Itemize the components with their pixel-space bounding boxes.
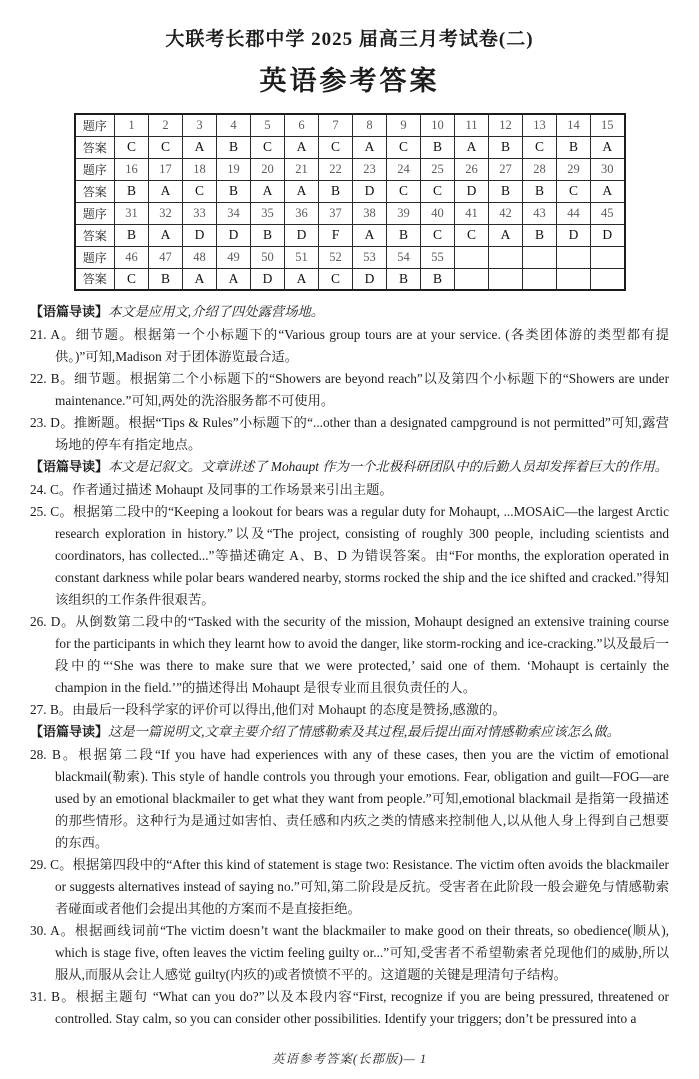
item-text: C。作者通过描述 Mohaupt 及同事的工作场景来引出主题。 [46,482,393,497]
question-number-cell: 44 [557,202,591,224]
answer-cell: A [285,180,319,202]
passage-guide [30,456,669,479]
question-number-cell: 5 [251,114,285,136]
answer-table-row [75,246,625,268]
item-number: 21. [30,327,47,342]
question-number-cell: 29 [557,158,591,180]
answer-cell: F [319,224,353,246]
content [30,301,669,1030]
answer-cell: D [353,180,387,202]
item-number: 31. [30,989,47,1004]
question-number-cell: 4 [217,114,251,136]
question-number-cell: 40 [421,202,455,224]
guide-text: 本文是记叙文。文章讲述了 Mohaupt 作为一个北极科研团队中的后勤人员却发挥着巨大的作用。 [108,459,668,474]
answer-table-row [75,180,625,202]
question-number-cell: 22 [319,158,353,180]
answer-cell: A [285,268,319,290]
item-number: 27. [30,702,47,717]
answer-cell [557,268,591,290]
item-text: B。根据主题句 “What can you do?”以及本段内容“First, recognize if you are being pressured, threatened or controlled. Stay calm, so you can consider other possibilities. Identify your triggers; don’t be pressured into a [46,989,669,1026]
guide-text: 本文是应用文,介绍了四处露营场地。 [108,304,325,319]
question-number-cell: 10 [421,114,455,136]
answer-cell: A [455,136,489,158]
question-number-cell: 53 [353,246,387,268]
item-text: B。根据第二段“If you have had experiences with any of these cases, then you are the victim of emotional blackmail(勒索). This style of handle controls you through your emotions. Fear, obligation and guilt—FOG—are used by an emotional blackmailer to get what they want from people.”可知,emotional blackmail 是指第一段描述的那些情形。这种行为是通过如害怕、责任感和内疚之类的情感来控制他人,以从他人身上得到自己想要的东西。 [46,747,669,850]
question-number-cell: 7 [319,114,353,136]
item-text: D。推断题。根据“Tips & Rules”小标题下的“...other than a designated campground is not permitted”可知,露营场地的停车有指定地点。 [46,415,669,452]
answer-cell: A [353,136,387,158]
question-number-cell: 18 [183,158,217,180]
question-number-cell: 49 [217,246,251,268]
question-number-cell: 35 [251,202,285,224]
question-number-cell: 36 [285,202,319,224]
answer-explanation-item [30,744,669,854]
answer-cell: C [319,136,353,158]
question-number-cell: 34 [217,202,251,224]
answer-cell: C [115,268,149,290]
question-number-cell: 3 [183,114,217,136]
answer-explanation-item [30,986,669,1030]
answer-cell [489,268,523,290]
question-number-cell: 31 [115,202,149,224]
question-number-cell [489,246,523,268]
question-number-cell: 26 [455,158,489,180]
item-number: 26. [30,614,47,629]
answer-cell: B [217,180,251,202]
answer-cell: B [557,136,591,158]
passage-guide [30,721,669,744]
answer-explanation-item [30,699,669,721]
answer-cell: A [149,224,183,246]
question-number-cell: 17 [149,158,183,180]
answer-explanation-item [30,611,669,699]
answer-cell: B [489,180,523,202]
guide-label: 【语篇导读】 [30,460,109,475]
answer-table-row [75,224,625,246]
question-number-cell: 21 [285,158,319,180]
item-text: C。根据第四段中的“After this kind of statement is stage two: Resistance. The victim often avoids the blackmailer or suggests alternatives instead of saying no.”可知,第二阶段是反抗。受害者在此阶段一般会避免与情感勒索者碰面或者他们会提出其他的方案而不是直接拒绝。 [46,857,669,916]
answer-cell [455,268,489,290]
answer-explanation-item [30,324,669,368]
item-number: 23. [30,415,47,430]
answer-cell: D [591,224,625,246]
answer-cell: A [183,136,217,158]
answer-cell: C [387,180,421,202]
guide-label: 【语篇导读】 [30,725,109,740]
question-number-cell: 54 [387,246,421,268]
answer-explanation-item [30,501,669,611]
answer-cell: B [523,224,557,246]
answer-cell: C [557,180,591,202]
answer-cell: B [387,224,421,246]
row-label: 答案 [75,180,115,202]
answer-explanation-item [30,854,669,920]
answer-cell: A [591,180,625,202]
item-number: 29. [30,857,47,872]
question-number-cell [557,246,591,268]
item-number: 25. [30,504,47,519]
question-number-cell: 23 [353,158,387,180]
item-text: C。根据第二段中的“Keeping a lookout for bears was a regular duty for Mohaupt, ...MOSAiC—the largest Arctic research exploration in history.”以及“The project, consisting of roughly 300 people, including scientists and coordinators, has collected...”等描述确定 A、B、D 为错误答案。由“For months, the exploration operated in constant darkness while polar bears wandered nearby, storms rocked the ship and the ice shifted and cracked.”得知该组织的工作条件很艰苦。 [46,504,669,607]
question-number-cell: 39 [387,202,421,224]
answer-cell: B [523,180,557,202]
question-number-cell: 43 [523,202,557,224]
answer-cell: D [251,268,285,290]
question-number-cell: 6 [285,114,319,136]
question-number-cell: 20 [251,158,285,180]
question-number-cell: 32 [149,202,183,224]
question-number-cell: 11 [455,114,489,136]
answer-cell: B [149,268,183,290]
passage-guide [30,301,669,324]
answer-cell: A [183,268,217,290]
question-number-cell: 28 [523,158,557,180]
question-number-cell: 19 [217,158,251,180]
answer-key-page [0,24,699,1079]
question-number-cell: 13 [523,114,557,136]
row-label: 题序 [75,114,115,136]
question-number-cell: 45 [591,202,625,224]
answer-table-row [75,158,625,180]
question-number-cell: 52 [319,246,353,268]
answer-cell: C [115,136,149,158]
question-number-cell: 25 [421,158,455,180]
answer-cell: A [591,136,625,158]
question-number-cell: 50 [251,246,285,268]
question-number-cell: 12 [489,114,523,136]
item-number: 30. [30,923,47,938]
answer-cell: C [319,268,353,290]
answer-cell: B [319,180,353,202]
answer-cell: A [217,268,251,290]
answer-cell: C [387,136,421,158]
answer-cell: C [183,180,217,202]
question-number-cell: 30 [591,158,625,180]
question-number-cell: 8 [353,114,387,136]
question-number-cell: 2 [149,114,183,136]
answer-cell: D [183,224,217,246]
question-number-cell [455,246,489,268]
answer-cell: A [149,180,183,202]
answer-cell: A [251,180,285,202]
page-footer: 英语参考答案(长郡版)— 1 [271,1052,428,1066]
question-number-cell [523,246,557,268]
question-number-cell: 38 [353,202,387,224]
answer-table-body [75,114,625,290]
answer-cell: C [149,136,183,158]
answer-cell: B [489,136,523,158]
question-number-cell: 42 [489,202,523,224]
answer-explanation-item [30,368,669,412]
answer-cell: B [115,180,149,202]
exam-title: 大联考长郡中学 2025 届高三月考试卷(二) [165,29,534,50]
answer-cell: D [217,224,251,246]
question-number-cell: 51 [285,246,319,268]
answer-cell: B [115,224,149,246]
answer-cell: B [421,136,455,158]
answer-cell: B [251,224,285,246]
answer-table-row [75,136,625,158]
question-number-cell: 27 [489,158,523,180]
answer-cell: C [455,224,489,246]
answer-cell: A [489,224,523,246]
question-number-cell: 1 [115,114,149,136]
row-label: 题序 [75,158,115,180]
question-number-cell: 16 [115,158,149,180]
question-number-cell: 41 [455,202,489,224]
answer-cell: B [217,136,251,158]
answer-table [74,113,626,291]
row-label: 答案 [75,268,115,290]
item-text: B。由最后一段科学家的评价可以得出,他们对 Mohaupt 的态度是赞扬,感激的。 [46,702,506,717]
question-number-cell: 9 [387,114,421,136]
item-number: 24. [30,482,47,497]
answer-table-row [75,202,625,224]
row-label: 题序 [75,202,115,224]
question-number-cell: 15 [591,114,625,136]
question-number-cell: 24 [387,158,421,180]
page-title: 英语参考答案 [259,66,440,96]
answer-explanation-item [30,479,669,501]
item-number: 28. [30,747,47,762]
question-number-cell: 47 [149,246,183,268]
item-text: A。根据画线词前“The victim doesn’t want the blackmailer to make good on their threats, so obedience(顺从), which is stage five, often leaves the victim feeling guilty or...”可知,受害者不希望勒索者兑现他们的威胁,所以服从,而服从会让人感觉 guilty(内疚的)或者愤愤不平的。这道题的关键是理清句子结构。 [46,923,669,982]
answer-cell: D [557,224,591,246]
question-number-cell: 33 [183,202,217,224]
answer-cell: C [523,136,557,158]
item-text: D。从倒数第二段中的“Tasked with the security of the mission, Mohaupt designed an extensive training course for the participants in which they learnt how to avoid the danger, like storm-rocking and ice-cracking.”以及最后一段中的“‘She was there to make sure that we were protected,’ said one of them. ‘Mohaupt is certainly the champion in the field.’”的描述得出 Mohaupt 是很专业而且很负责任的人。 [46,614,669,695]
row-label: 答案 [75,224,115,246]
guide-label: 【语篇导读】 [30,305,109,320]
question-number-cell [591,246,625,268]
answer-cell: B [387,268,421,290]
question-number-cell: 55 [421,246,455,268]
answer-cell [523,268,557,290]
answer-cell: C [421,224,455,246]
answer-table-row [75,268,625,290]
answer-cell: A [285,136,319,158]
answer-cell: C [251,136,285,158]
answer-cell: D [285,224,319,246]
answer-cell: B [421,268,455,290]
question-number-cell: 48 [183,246,217,268]
row-label: 答案 [75,136,115,158]
answer-cell [591,268,625,290]
item-text: B。细节题。根据第二个小标题下的“Showers are beyond reach”以及第四个小标题下的“Showers are under maintenance.”可知,两处的洗浴服务都不可使用。 [46,371,669,408]
item-text: A。细节题。根据第一个小标题下的“Various group tours are at your service. (各类团体游的类型都有提供。)”可知,Madison 对于团体游览最合适。 [46,327,669,364]
answer-table-row [75,114,625,136]
question-number-cell: 37 [319,202,353,224]
guide-text: 这是一篇说明文,文章主要介绍了情感勒索及其过程,最后提出面对情感勒索应该怎么做。 [108,724,620,739]
answer-explanation-item [30,412,669,456]
answer-cell: D [353,268,387,290]
answer-cell: A [353,224,387,246]
answer-explanation-item [30,920,669,986]
item-number: 22. [30,371,47,386]
row-label: 题序 [75,246,115,268]
question-number-cell: 14 [557,114,591,136]
answer-cell: D [455,180,489,202]
question-number-cell: 46 [115,246,149,268]
answer-cell: C [421,180,455,202]
